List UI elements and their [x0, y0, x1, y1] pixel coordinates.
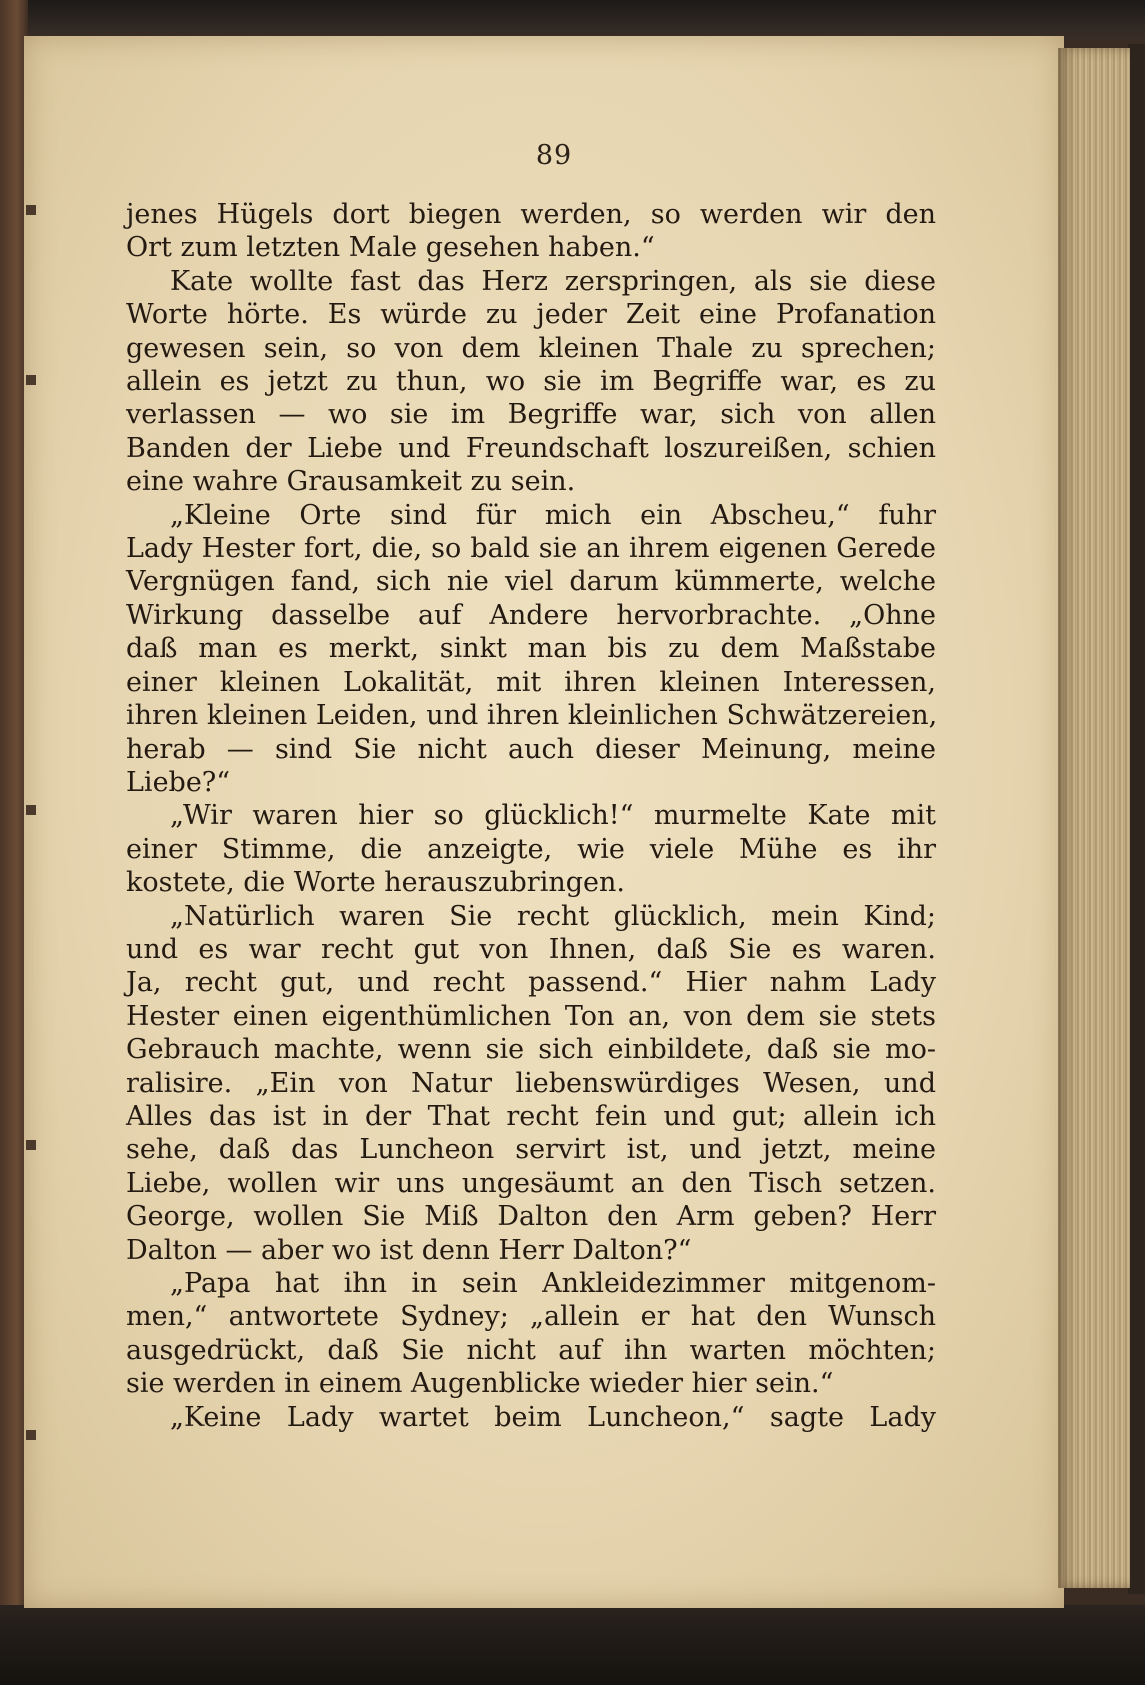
text-line: Kate wollte fast das Herz zerspringen, als sie diese [170, 265, 936, 297]
text-line: verlassen — wo sie im Begriffe war, sich von allen [126, 399, 936, 431]
text-line: men,“ antwortete Sydney; „allein er hat den Wunsch [126, 1301, 936, 1333]
text-line: Liebe, wollen wir uns ungesäumt an den Tisch setzen. [126, 1167, 936, 1199]
text-line: einer kleinen Lokalität, mit ihren kleinen Interessen, [126, 666, 936, 698]
text-line: daß man es merkt, sinkt man bis zu dem Maßstabe [126, 633, 936, 665]
text-line: „Natürlich waren Sie recht glücklich, mein Kind; [170, 900, 936, 932]
text-line: ihren kleinen Leiden, und ihren kleinlichen Schwätzereien, [126, 700, 938, 732]
stacked-page-edges [1058, 48, 1130, 1588]
text-line: Worte hörte. Es würde zu jeder Zeit eine Profanation [126, 299, 936, 331]
text-line: kostete, die Worte herauszubringen. [126, 867, 625, 899]
book-cover-top [0, 0, 1145, 40]
text-line: Wirkung dasselbe auf Andere hervorbrachte. „Ohne [126, 599, 936, 631]
text-line: Dalton — aber wo ist denn Herr Dalton?“ [126, 1234, 692, 1266]
book-cover-bottom [0, 1605, 1145, 1685]
page-text [126, 198, 936, 1434]
book-page [24, 36, 1064, 1608]
text-line: sie werden in einem Augenblicke wieder hier sein.“ [126, 1368, 834, 1400]
text-line: Lady Hester fort, die, so bald sie an ihrem eigenen Gerede [126, 533, 936, 565]
text-line: Vergnügen fand, sich nie viel darum kümmerte, welche [126, 566, 936, 598]
text-line: Banden der Liebe und Freundschaft loszureißen, schien [126, 432, 936, 464]
margin-mark [26, 205, 36, 215]
text-line: ralisire. „Ein von Natur liebenswürdiges Wesen, und [126, 1067, 936, 1099]
page-number: 89 [535, 140, 573, 171]
text-line: „Keine Lady wartet beim Luncheon,“ sagte Lady [170, 1401, 936, 1433]
text-line: Alles das ist in der That recht fein und gut; allein ich [126, 1100, 936, 1132]
text-line: „Wir waren hier so glücklich!“ murmelte Kate mit [170, 800, 936, 832]
text-line: herab — sind Sie nicht auch dieser Meinung, meine [126, 733, 936, 765]
text-line: George, wollen Sie Miß Dalton den Arm geben? Herr [126, 1201, 936, 1233]
text-line: einer Stimme, die anzeigte, wie viele Mühe es ihr [126, 833, 936, 865]
text-line: jenes Hügels dort biegen werden, so werden wir den [126, 199, 936, 230]
text-line: und es war recht gut von Ihnen, daß Sie es waren. [126, 933, 936, 965]
text-line: Liebe?“ [126, 766, 231, 798]
page-edge-shadow [1128, 44, 1145, 1594]
text-line: „Papa hat ihn in sein Ankleidezimmer mitgenom- [170, 1268, 936, 1299]
text-line: allein es jetzt zu thun, wo sie im Begriffe war, es zu [126, 366, 936, 398]
text-line: ausgedrückt, daß Sie nicht auf ihn warten möchten; [126, 1334, 936, 1366]
text-line: eine wahre Grausamkeit zu sein. [126, 466, 576, 498]
text-line: Gebrauch machte, wenn sie sich einbildete, daß sie mo- [126, 1034, 936, 1066]
margin-mark [26, 805, 36, 815]
text-line: Ort zum letzten Male gesehen haben.“ [126, 232, 655, 264]
margin-mark [26, 1430, 36, 1440]
text-line: „Kleine Orte sind für mich ein Abscheu,“ fuhr [170, 499, 936, 531]
text-line: gewesen sein, so von dem kleinen Thale zu sprechen; [126, 332, 936, 364]
text-line: sehe, daß das Luncheon servirt ist, und jetzt, meine [126, 1134, 936, 1166]
text-line: Hester einen eigenthümlichen Ton an, von dem sie stets [126, 1000, 936, 1032]
margin-mark [26, 1140, 36, 1150]
text-line: Ja, recht gut, und recht passend.“ Hier nahm Lady [126, 967, 936, 999]
margin-mark [26, 375, 36, 385]
